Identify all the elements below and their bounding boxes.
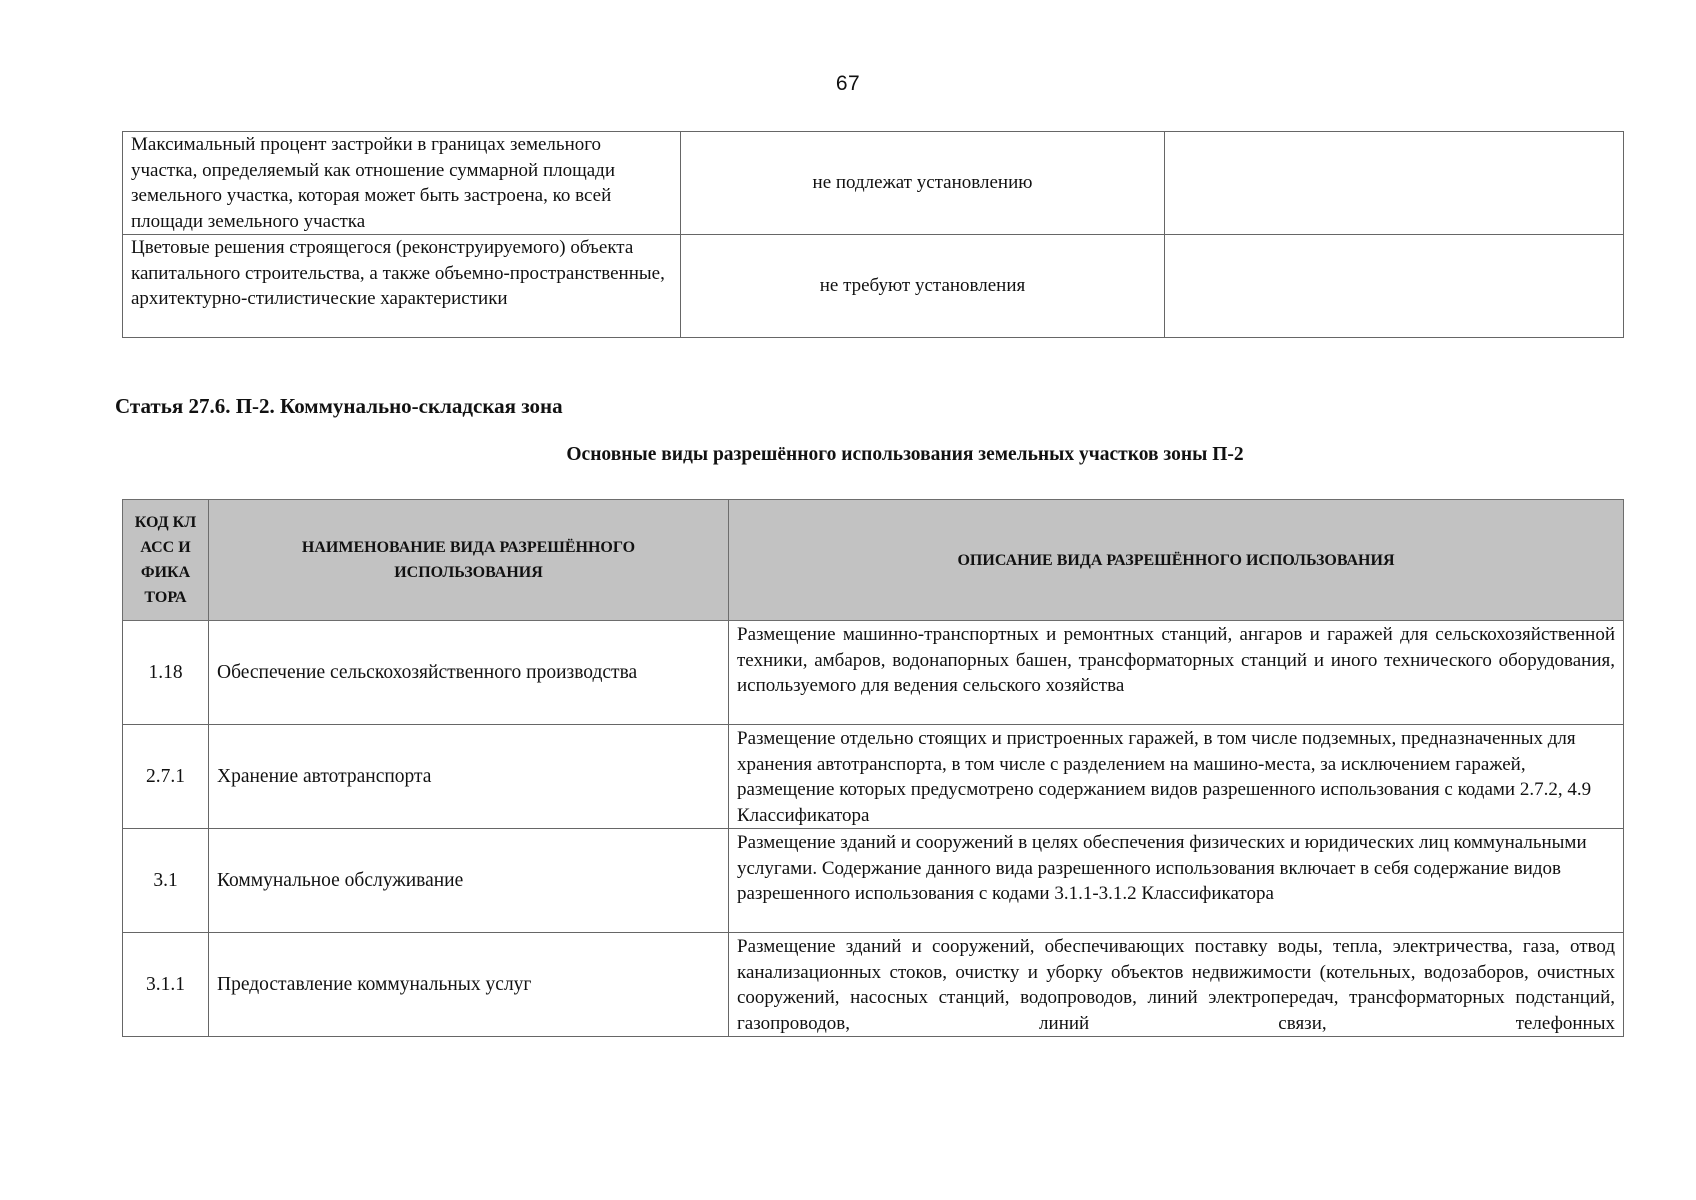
parameter-cell: Максимальный процент застройки в границах земельного участка, определяемый как отношение суммарной площади земельного участка, которая может быть застроена, ко всей площади земельного участка xyxy=(123,132,681,235)
table-header-row xyxy=(123,500,1624,621)
table-caption: Основные виды разрешённого использования земельных участков зоны П-2 xyxy=(566,444,1244,465)
description-text: Размещение зданий и сооружений, обеспечивающих поставку воды, тепла, электричества, газа, отвод канализационных стоков, очистку и уборку объектов недвижимости (котельных, водозаборов, очистных сооружений, насосных станций, водопроводов, линий электропередач, трансформаторных подстанций, газопроводов, линий связи, телефонных xyxy=(737,936,1615,1034)
permitted-use-table xyxy=(122,499,1624,1037)
description-text: Размещение машинно-транспортных и ремонтных станций, ангаров и гаражей для сельскохозяйственной техники, амбаров, водонапорных башен, трансформаторных станций и иного технического оборудования, используемого для ведения сельского хозяйства xyxy=(737,624,1615,696)
parameter-cell: Цветовые решения строящегося (реконструируемого) объекта капитального строительства, а также объемно-пространственные, архитектурно-стилистические характеристики xyxy=(123,235,681,338)
code-cell: 3.1.1 xyxy=(123,933,209,1037)
description-text: Размещение зданий и сооружений в целях обеспечения физических и юридических лиц коммунальными услугами. Содержание данного вида разрешенного использования включает в себя содержание видов разрешенного использования с кодами 3.1.1-3.1.2 Классификатора xyxy=(737,832,1587,904)
table-row xyxy=(123,725,1624,829)
table-row xyxy=(123,132,1624,235)
note-cell xyxy=(1165,235,1624,338)
value-cell: не подлежат установлению xyxy=(681,132,1165,235)
description-text: Размещение отдельно стоящих и пристроенных гаражей, в том числе подземных, предназначенных для хранения автотранспорта, в том числе с разделением на машино-места, за исключением гаражей, размещение которых предусмотрено содержанием видов разрешенного использования с кодами 2.7.2, 4.9 Классификатора xyxy=(737,728,1592,826)
code-cell: 2.7.1 xyxy=(123,725,209,829)
description-cell xyxy=(729,725,1624,829)
description-cell xyxy=(729,621,1624,725)
code-cell: 3.1 xyxy=(123,829,209,933)
table-row xyxy=(123,235,1624,338)
table-row xyxy=(123,621,1624,725)
table-row xyxy=(123,829,1624,933)
header-code xyxy=(123,500,209,621)
article-title: Статья 27.6. П-2. Коммунально-складская зона xyxy=(115,394,563,418)
name-cell: Хранение автотранспорта xyxy=(209,725,729,829)
description-cell xyxy=(729,829,1624,933)
note-cell xyxy=(1165,132,1624,235)
table-row xyxy=(123,933,1624,1037)
zone-parameters-table xyxy=(122,131,1624,338)
value-cell: не требуют установления xyxy=(681,235,1165,338)
header-code-text: КОД КЛАСС ИФИКА ТОРА xyxy=(134,514,197,606)
name-cell: Обеспечение сельскохозяйственного производства xyxy=(209,621,729,725)
name-cell: Коммунальное обслуживание xyxy=(209,829,729,933)
header-name-text: НАИМЕНОВАНИЕ ВИДА РАЗРЕШЁННОГО ИСПОЛЬЗОВАНИЯ xyxy=(301,539,636,581)
header-name xyxy=(209,500,729,621)
page-number: 67 xyxy=(835,72,861,95)
description-cell xyxy=(729,933,1624,1037)
header-description: ОПИСАНИЕ ВИДА РАЗРЕШЁННОГО ИСПОЛЬЗОВАНИЯ xyxy=(729,500,1624,621)
name-cell: Предоставление коммунальных услуг xyxy=(209,933,729,1037)
code-cell: 1.18 xyxy=(123,621,209,725)
